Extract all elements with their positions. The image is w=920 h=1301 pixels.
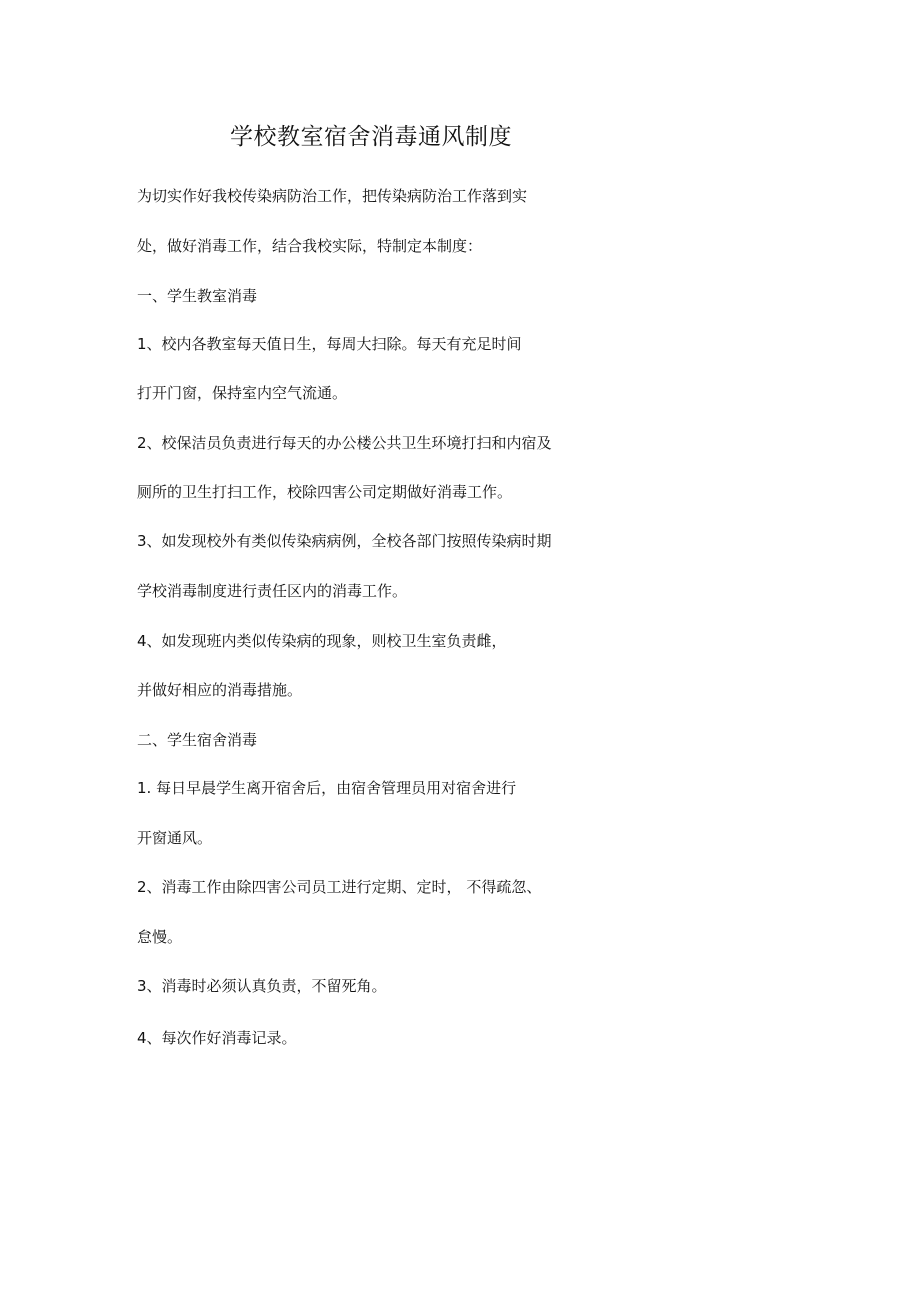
- paragraph-line: 学校消毒制度进行责任区内的消毒工作。: [137, 582, 408, 600]
- section-heading: 二、学生宿舍消毒: [137, 731, 258, 749]
- paragraph-line: 并做好相应的消毒措施。: [137, 681, 303, 699]
- paragraph-line: 怠慢。: [137, 928, 183, 946]
- document-title: 学校教室宿舍消毒通风制度: [230, 124, 512, 150]
- paragraph-line: 开窗通风。: [137, 829, 213, 847]
- paragraph-line: 1. 每日早晨学生离开宿舍后，由宿舍管理员用对宿舍进行: [137, 779, 517, 797]
- section-heading: 一、学生教室消毒: [137, 287, 258, 305]
- paragraph-line: 厕所的卫生打扫工作，校除四害公司定期做好消毒工作。: [137, 483, 513, 501]
- paragraph-line: 2、消毒工作由除四害公司员工进行定期、定时， 不得疏忽、: [137, 878, 542, 896]
- paragraph-line: 4、每次作好消毒记录。: [137, 1029, 297, 1047]
- paragraph-line: 为切实作好我校传染病防治工作，把传染病防治工作落到实: [137, 187, 528, 205]
- paragraph-line: 2、校保洁员负责进行每天的办公楼公共卫生环境打扫和内宿及: [137, 434, 552, 452]
- paragraph-line: 3、如发现校外有类似传染病病例，全校各部门按照传染病时期: [137, 532, 552, 550]
- paragraph-line: 1、校内各教室每天值日生，每周大扫除。每天有充足时间: [137, 335, 522, 353]
- paragraph-line: 3、消毒时必须认真负责，不留死角。: [137, 977, 387, 995]
- paragraph-line: 打开门窗，保持室内空气流通。: [137, 384, 348, 402]
- paragraph-line: 处，做好消毒工作，结合我校实际，特制定本制度：: [137, 237, 483, 255]
- paragraph-line: 4、如发现班内类似传染病的现象，则校卫生室负责雌，: [137, 632, 507, 650]
